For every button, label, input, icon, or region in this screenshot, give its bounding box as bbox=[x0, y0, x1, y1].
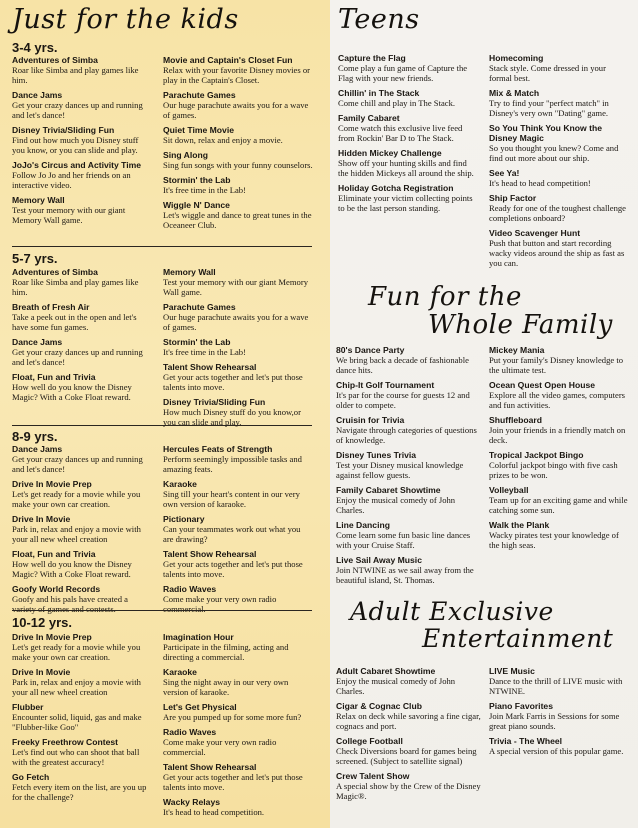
activity-description: Colorful jackpot bingo with five cash prizes to be won. bbox=[489, 460, 618, 480]
activity-title: Radio Waves bbox=[163, 727, 217, 737]
teens-right-column bbox=[489, 53, 629, 273]
activity-item bbox=[489, 53, 629, 83]
activity-item bbox=[163, 667, 313, 697]
activity-description: Dance to the thrill of LIVE music with NTWINE. bbox=[489, 676, 623, 696]
activity-title: Hidden Mickey Challenge bbox=[338, 148, 442, 158]
activity-title: Parachute Games bbox=[163, 90, 236, 100]
activity-description: Let's get ready for a movie while you make your own car creation. bbox=[12, 489, 141, 509]
activity-description: Encounter solid, liquid, gas and make "Flubber-like Goo" bbox=[12, 712, 142, 732]
activity-item bbox=[163, 362, 313, 392]
activity-item bbox=[163, 762, 313, 792]
activity-item bbox=[163, 175, 313, 195]
activity-title: Dance Jams bbox=[12, 444, 63, 454]
activity-item bbox=[336, 345, 481, 375]
activity-description: A special show by the Crew of the Disney Magic®. bbox=[336, 781, 481, 801]
activity-description: It's free time in the Lab! bbox=[163, 185, 246, 195]
activity-title: Chip-It Golf Tournament bbox=[336, 380, 435, 390]
activity-title: Memory Wall bbox=[163, 267, 216, 277]
activity-title: Chillin' in The Stack bbox=[338, 88, 420, 98]
teens-left-column bbox=[338, 53, 478, 218]
activity-description: It's head to head competition. bbox=[163, 807, 265, 817]
activity-item bbox=[336, 771, 481, 801]
section-divider bbox=[12, 610, 312, 611]
activity-title: Holiday Gotcha Registration bbox=[338, 183, 454, 193]
activity-title: Hercules Feats of Strength bbox=[163, 444, 273, 454]
activity-title: Talent Show Rehearsal bbox=[163, 762, 257, 772]
activity-item bbox=[163, 479, 313, 509]
activity-item bbox=[489, 415, 629, 445]
activity-title: Stormin' the Lab bbox=[163, 175, 231, 185]
activity-item bbox=[12, 160, 147, 190]
activity-item bbox=[12, 195, 147, 225]
activity-description: Get your acts together and let's put those talents into move. bbox=[163, 372, 303, 392]
section-divider bbox=[12, 425, 312, 426]
age-heading-8-9: 8-9 yrs. bbox=[12, 429, 58, 444]
activity-item bbox=[336, 736, 481, 766]
activity-title: Mix & Match bbox=[489, 88, 540, 98]
activity-description: Navigate through categories of questions of knowledge. bbox=[336, 425, 477, 445]
activity-title: Wacky Relays bbox=[163, 797, 221, 807]
activity-title: JoJo's Circus and Activity Time bbox=[12, 160, 142, 170]
activity-item bbox=[489, 450, 629, 480]
activity-description: Perform seemingly impossible tasks and amazing feats. bbox=[163, 454, 302, 474]
activity-item bbox=[336, 520, 481, 550]
kids-8-9-left-column bbox=[12, 444, 147, 619]
activity-description: It's free time in the Lab! bbox=[163, 347, 246, 357]
activity-title: Walk the Plank bbox=[489, 520, 550, 530]
activity-description: Join Mark Farris in Sessions for some great piano sounds. bbox=[489, 711, 620, 731]
activity-item bbox=[336, 380, 481, 410]
activity-item bbox=[489, 228, 629, 268]
activity-item bbox=[12, 737, 147, 767]
activity-description: Park in, relax and enjoy a movie with your all new wheel creation bbox=[12, 524, 141, 544]
activity-item bbox=[336, 485, 481, 515]
activity-description: Join NTWINE as we sail away from the beautiful island, St. Thomas. bbox=[336, 565, 474, 585]
activity-title: Sing Along bbox=[163, 150, 209, 160]
family-title-line1: Fun for the bbox=[368, 282, 522, 312]
activity-title: 80's Dance Party bbox=[336, 345, 405, 355]
kids-10-12-left-column bbox=[12, 632, 147, 807]
activity-item bbox=[336, 701, 481, 731]
activity-description: Come play a fun game of Capture the Flag with your new friends. bbox=[338, 63, 468, 83]
activity-item bbox=[338, 88, 478, 108]
adult-right-column bbox=[489, 666, 629, 761]
activity-title: Breath of Fresh Air bbox=[12, 302, 90, 312]
activity-item bbox=[163, 150, 313, 170]
activity-item bbox=[163, 702, 313, 722]
activity-description: Get your crazy dances up and running and let's dance! bbox=[12, 454, 143, 474]
activity-item bbox=[336, 666, 481, 696]
activity-title: Tropical Jackpot Bingo bbox=[489, 450, 584, 460]
activity-title: Adult Cabaret Showtime bbox=[336, 666, 436, 676]
activity-title: Drive In Movie bbox=[12, 667, 71, 677]
activity-description: Team up for an exciting game and while catching some sun. bbox=[489, 495, 628, 515]
activity-description: Follow Jo Jo and her friends on an interactive video. bbox=[12, 170, 131, 190]
activity-item bbox=[163, 337, 313, 357]
activity-title: Parachute Games bbox=[163, 302, 236, 312]
activity-description: Participate in the filming, acting and directing a commercial. bbox=[163, 642, 289, 662]
kids-3-4-left-column bbox=[12, 55, 147, 230]
activity-item bbox=[163, 55, 313, 85]
activity-description: Relax on deck while savoring a fine cigar, cognacs and port. bbox=[336, 711, 481, 731]
activity-title: Pictionary bbox=[163, 514, 205, 524]
activity-item bbox=[163, 632, 313, 662]
activity-item bbox=[163, 514, 313, 544]
activity-title: See Ya! bbox=[489, 168, 520, 178]
activity-description: Get your acts together and let's put those talents into move. bbox=[163, 559, 303, 579]
activity-description: Come chill and play in The Stack. bbox=[338, 98, 456, 108]
activity-description: Let's get ready for a movie while you make your own car creation. bbox=[12, 642, 141, 662]
adult-title-line2: Entertainment bbox=[422, 624, 614, 653]
activity-description: Sing till your heart's content in our very own version of karaoke. bbox=[163, 489, 300, 509]
activity-title: Memory Wall bbox=[12, 195, 65, 205]
family-section-title bbox=[368, 283, 613, 339]
activity-description: Explore all the video games, computers and fun activities. bbox=[489, 390, 626, 410]
activity-description: Can your teammates work out what you are drawing? bbox=[163, 524, 301, 544]
adult-left-column bbox=[336, 666, 481, 806]
activity-title: Imagination Hour bbox=[163, 632, 234, 642]
activity-title: Shuffleboard bbox=[489, 415, 542, 425]
activity-item bbox=[338, 113, 478, 143]
activity-title: Drive In Movie bbox=[12, 514, 71, 524]
activity-item bbox=[163, 302, 313, 332]
activity-description: So you thought you knew? Come and find out more about our ship. bbox=[489, 143, 619, 163]
activity-item bbox=[489, 345, 629, 375]
activity-description: Enjoy the musical comedy of John Charles. bbox=[336, 495, 456, 515]
activity-item bbox=[163, 200, 313, 230]
age-heading-5-7: 5-7 yrs. bbox=[12, 251, 58, 266]
activity-title: Live Sail Away Music bbox=[336, 555, 422, 565]
activity-title: Float, Fun and Trivia bbox=[12, 372, 96, 382]
activity-item bbox=[489, 485, 629, 515]
activity-item bbox=[489, 123, 629, 163]
activity-item bbox=[12, 549, 147, 579]
activity-description: Put your family's Disney knowledge to the ultimate test. bbox=[489, 355, 624, 375]
activity-description: Test your Disney musical knowledge against fellow guests. bbox=[336, 460, 464, 480]
activity-description: Sing the night away in our very own version of karaoke. bbox=[163, 677, 289, 697]
activity-title: Goofy World Records bbox=[12, 584, 101, 594]
family-left-column bbox=[336, 345, 481, 590]
activity-description: Enjoy the musical comedy of John Charles. bbox=[336, 676, 456, 696]
kids-8-9-right-column bbox=[163, 444, 313, 619]
activity-description: Relax with your favorite Disney movies or play in the Captain's Closet. bbox=[163, 65, 311, 85]
activity-description: Come watch this exclusive live feed from Rockin' Bar D to The Stack. bbox=[338, 123, 463, 143]
activity-description: Roar like Simba and play games like him. bbox=[12, 65, 139, 85]
activity-item bbox=[489, 168, 629, 188]
activity-item bbox=[163, 267, 313, 297]
age-heading-3-4: 3-4 yrs. bbox=[12, 40, 58, 55]
section-divider bbox=[12, 246, 312, 247]
activity-description: A special version of this popular game. bbox=[489, 746, 624, 756]
activity-description: How well do you know the Disney Magic? With a Coke Float reward. bbox=[12, 382, 132, 402]
activity-title: Talent Show Rehearsal bbox=[163, 362, 257, 372]
age-heading-10-12: 10-12 yrs. bbox=[12, 615, 72, 630]
activity-title: Ocean Quest Open House bbox=[489, 380, 596, 390]
activity-title: Disney Tunes Trivia bbox=[336, 450, 417, 460]
activity-item bbox=[489, 88, 629, 118]
activity-description: How much Disney stuff do you know,or you can slide and play. bbox=[163, 407, 301, 427]
activity-title: Crew Talent Show bbox=[336, 771, 410, 781]
activity-description: Test your memory with our giant Memory Wall game. bbox=[163, 277, 308, 297]
activity-item bbox=[489, 193, 629, 223]
activity-description: Park in, relax and enjoy a movie with your all new wheel creation bbox=[12, 677, 141, 697]
activity-title: Cruisin for Trivia bbox=[336, 415, 405, 425]
activity-title: Dance Jams bbox=[12, 90, 63, 100]
activity-description: It's head to head competition! bbox=[489, 178, 591, 188]
activity-title: Mickey Mania bbox=[489, 345, 545, 355]
activity-item bbox=[12, 514, 147, 544]
family-title-line2: Whole Family bbox=[428, 310, 613, 340]
activity-description: Take a peek out in the open and let's have some fun games. bbox=[12, 312, 137, 332]
activity-description: Test your memory with our giant Memory Wall game. bbox=[12, 205, 126, 225]
activity-title: Karaoke bbox=[163, 479, 197, 489]
activity-title: Movie and Captain's Closet Fun bbox=[163, 55, 293, 65]
activity-item bbox=[489, 736, 629, 756]
activity-description: Our huge parachute awaits you for a wave of games. bbox=[163, 312, 309, 332]
activity-description: We bring back a decade of fashionable dance hits. bbox=[336, 355, 469, 375]
activity-description: Let's find out who can shoot that ball with the greatest accuracy! bbox=[12, 747, 140, 767]
activity-item bbox=[489, 380, 629, 410]
activity-title: Line Dancing bbox=[336, 520, 390, 530]
kids-section-title: Just for the kids bbox=[12, 4, 239, 35]
activity-title: Capture the Flag bbox=[338, 53, 406, 63]
activity-description: It's par for the course for guests 12 and older to compete. bbox=[336, 390, 470, 410]
activity-item bbox=[12, 667, 147, 697]
activity-title: Homecoming bbox=[489, 53, 544, 63]
activity-item bbox=[489, 520, 629, 550]
activity-description: Get your crazy dances up and running and let's dance! bbox=[12, 347, 143, 367]
activity-title: Dance Jams bbox=[12, 337, 63, 347]
kids-10-12-right-column bbox=[163, 632, 313, 822]
activity-title: Piano Favorites bbox=[489, 701, 553, 711]
activity-item bbox=[338, 53, 478, 83]
activity-title: Stormin' the Lab bbox=[163, 337, 231, 347]
activity-title: Wiggle N' Dance bbox=[163, 200, 230, 210]
activity-title: Float, Fun and Trivia bbox=[12, 549, 96, 559]
activity-item bbox=[163, 397, 313, 427]
activity-description: Sit down, relax and enjoy a movie. bbox=[163, 135, 283, 145]
activity-description: Goofy and his pals have created a variety of games and contests. bbox=[12, 594, 128, 614]
activity-title: LIVE Music bbox=[489, 666, 535, 676]
activity-title: Trivia - The Wheel bbox=[489, 736, 563, 746]
adult-title-line1: Adult Exclusive bbox=[350, 597, 554, 626]
activity-description: Get your acts together and let's put those talents into move. bbox=[163, 772, 303, 792]
activity-description: Come make your very own radio commercial. bbox=[163, 594, 277, 614]
activity-title: Disney Trivia/Sliding Fun bbox=[163, 397, 266, 407]
activity-item bbox=[12, 479, 147, 509]
activity-title: Freeky Freethrow Contest bbox=[12, 737, 119, 747]
activity-title: Cigar & Cognac Club bbox=[336, 701, 422, 711]
activity-description: Try to find your "perfect match" in Disney's very own "Dating" game. bbox=[489, 98, 609, 118]
activity-description: Wacky pirates test your knowledge of the high seas. bbox=[489, 530, 619, 550]
activity-item bbox=[12, 372, 147, 402]
activity-description: Are you pumped up for some more fun? bbox=[163, 712, 302, 722]
activity-title: Flubber bbox=[12, 702, 44, 712]
family-right-column bbox=[489, 345, 629, 555]
activity-item bbox=[12, 632, 147, 662]
kids-3-4-right-column bbox=[163, 55, 313, 235]
activity-title: So You Think You Know the Disney Magic bbox=[489, 123, 602, 143]
activity-title: Radio Waves bbox=[163, 584, 217, 594]
activity-title: Quiet Time Movie bbox=[163, 125, 234, 135]
activity-title: Family Cabaret Showtime bbox=[336, 485, 441, 495]
activity-item bbox=[163, 125, 313, 145]
activity-description: Push that button and start recording wacky videos around the ship as fast as you can. bbox=[489, 238, 625, 268]
teens-section-title: Teens bbox=[338, 4, 420, 35]
activity-title: Let's Get Physical bbox=[163, 702, 237, 712]
activity-description: Join your friends in a friendly match on deck. bbox=[489, 425, 626, 445]
activity-item bbox=[12, 125, 147, 155]
kids-5-7-right-column bbox=[163, 267, 313, 432]
activity-item bbox=[338, 148, 478, 178]
activity-description: Show off your hunting skills and find the hidden Mickeys all around the ship. bbox=[338, 158, 474, 178]
activity-description: Sing fun songs with your funny counselors. bbox=[163, 160, 313, 170]
activity-title: Drive In Movie Prep bbox=[12, 479, 92, 489]
activity-item bbox=[12, 772, 147, 802]
adult-section-title bbox=[350, 598, 613, 652]
activity-item bbox=[163, 727, 313, 757]
activity-item bbox=[163, 797, 313, 817]
activity-description: Our huge parachute awaits you for a wave of games. bbox=[163, 100, 309, 120]
activity-description: Ready for one of the toughest challenge completions onboard? bbox=[489, 203, 626, 223]
activity-item bbox=[336, 450, 481, 480]
activity-description: Stack style. Come dressed in your formal best. bbox=[489, 63, 606, 83]
activity-item bbox=[12, 337, 147, 367]
activity-title: Adventures of Simba bbox=[12, 267, 98, 277]
activity-title: Ship Factor bbox=[489, 193, 537, 203]
activity-item bbox=[489, 701, 629, 731]
activity-item bbox=[336, 555, 481, 585]
activity-title: College Football bbox=[336, 736, 403, 746]
activity-description: Check Diversions board for games being screened. (Subject to satellite signal) bbox=[336, 746, 477, 766]
activity-title: Volleyball bbox=[489, 485, 529, 495]
activity-title: Karaoke bbox=[163, 667, 197, 677]
activity-title: Go Fetch bbox=[12, 772, 50, 782]
activity-description: Eliminate your victim collecting points to be the last person standing. bbox=[338, 193, 473, 213]
activity-item bbox=[163, 90, 313, 120]
activity-description: Roar like Simba and play games like him. bbox=[12, 277, 139, 297]
activity-title: Drive In Movie Prep bbox=[12, 632, 92, 642]
activity-item bbox=[12, 702, 147, 732]
activity-description: Fetch every item on the list, are you up for the challenge? bbox=[12, 782, 147, 802]
activity-item bbox=[338, 183, 478, 213]
activity-item bbox=[163, 549, 313, 579]
activity-item bbox=[336, 415, 481, 445]
activity-item bbox=[489, 666, 629, 696]
activity-description: Come learn some fun basic line dances with your Cruise Staff. bbox=[336, 530, 471, 550]
activity-item bbox=[12, 302, 147, 332]
activity-description: Come make your very own radio commercial. bbox=[163, 737, 277, 757]
activity-item bbox=[12, 55, 147, 85]
activity-title: Disney Trivia/Sliding Fun bbox=[12, 125, 115, 135]
activity-title: Adventures of Simba bbox=[12, 55, 98, 65]
activity-description: Find out how much you Disney stuff you know, or you can slide and play. bbox=[12, 135, 139, 155]
activity-description: Let's wiggle and dance to great tunes in the Oceaneer Club. bbox=[163, 210, 312, 230]
activity-item bbox=[163, 444, 313, 474]
activity-title: Video Scavenger Hunt bbox=[489, 228, 581, 238]
activity-title: Family Cabaret bbox=[338, 113, 400, 123]
activity-item bbox=[12, 267, 147, 297]
activity-description: How well do you know the Disney Magic? With a Coke Float reward. bbox=[12, 559, 132, 579]
activity-item bbox=[12, 444, 147, 474]
activity-item bbox=[12, 90, 147, 120]
activity-description: Get your crazy dances up and running and let's dance! bbox=[12, 100, 143, 120]
kids-5-7-left-column bbox=[12, 267, 147, 407]
activity-title: Talent Show Rehearsal bbox=[163, 549, 257, 559]
